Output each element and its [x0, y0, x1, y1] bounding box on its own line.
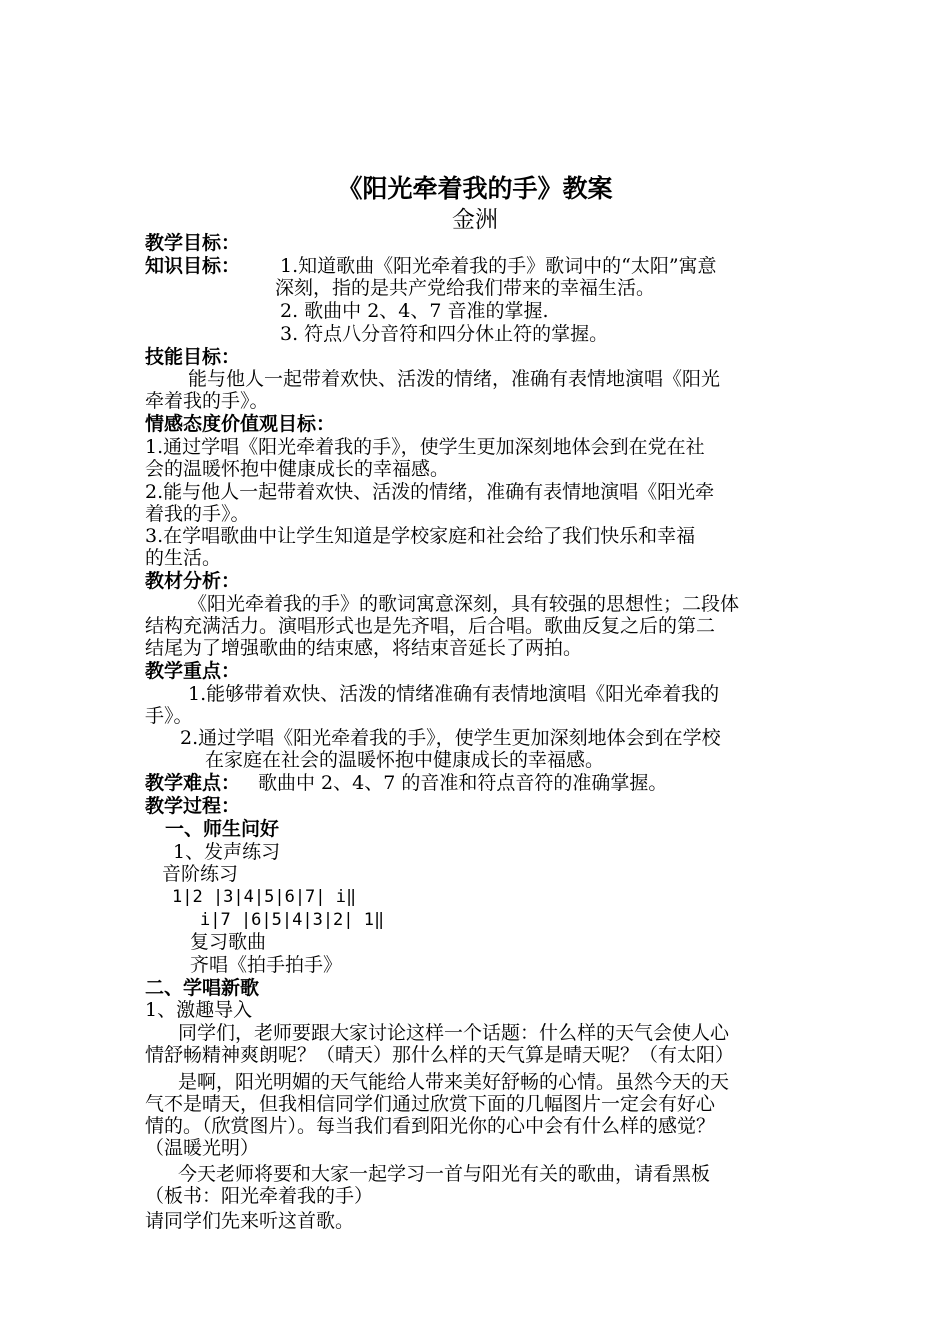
emotion-item-1: 1.通过学唱《阳光牵着我的手》，使学生更加深刻地体会到在党在社: [145, 436, 705, 458]
focus-item-2: 2.通过学唱《阳光牵着我的手》，使学生更加深刻地体会到在学校: [180, 727, 721, 749]
intro-paragraph-1-cont: 情舒畅精神爽朗呢？（晴天）那什么样的天气算是晴天呢？（有太阳）: [145, 1044, 735, 1066]
intro-paragraph-2-cont: 气不是晴天，但我相信同学们通过欣赏下面的几幅图片一定会有好心: [145, 1093, 716, 1115]
difficulty-label: 教学难点：: [145, 772, 241, 794]
scale-ascending: 1|2 |3|4|5|6|7| i‖: [172, 887, 357, 907]
emotion-item-3: 3.在学唱歌曲中让学生知道是学校家庭和社会给了我们快乐和幸福: [145, 525, 696, 547]
section-1-item: 1、发声练习: [173, 841, 281, 863]
process-label: 教学过程：: [145, 795, 241, 817]
focus-item-2-cont: 在家庭在社会的温暖怀抱中健康成长的幸福感。: [205, 749, 605, 771]
emotion-item-2-cont: 着我的手》。: [145, 503, 250, 525]
document-title: 《阳光牵着我的手》教案: [337, 174, 613, 203]
intro-paragraph-3-cont: （板书：阳光牵着我的手）: [145, 1185, 374, 1207]
intro-paragraph-3: 今天老师将要和大家一起学习一首与阳光有关的歌曲，请看黑板: [178, 1163, 711, 1185]
review-song: 复习歌曲: [190, 931, 267, 953]
intro-paragraph-2: 是啊，阳光明媚的天气能给人带来美好舒畅的心情。虽然今天的天: [178, 1071, 730, 1093]
knowledge-item-1: 1.知道歌曲《阳光牵着我的手》歌词中的“太阳”寓意: [280, 255, 717, 277]
knowledge-item-1-cont: 深刻，指的是共产党给我们带来的幸福生活。: [275, 277, 656, 299]
knowledge-item-2: 2. 歌曲中 2、4、7 音准的掌握.: [280, 300, 549, 322]
knowledge-item-3: 3. 符点八分音符和四分休止符的掌握。: [280, 323, 609, 345]
skill-text: 能与他人一起带着欢快、活泼的情绪，准确有表情地演唱《阳光: [188, 368, 721, 390]
intro-paragraph-2-cont3: （温暖光明）: [145, 1137, 260, 1159]
knowledge-label: 知识目标：: [145, 255, 241, 277]
analysis-text-3: 结尾为了增强歌曲的结束感，将结束音延长了两拍。: [145, 637, 583, 659]
skill-label: 技能目标：: [145, 346, 241, 368]
section-1-heading: 一、师生问好: [165, 818, 280, 840]
scale-label: 音阶练习: [162, 863, 239, 885]
emotion-item-1-cont: 会的温暖怀抱中健康成长的幸福感。: [145, 458, 450, 480]
skill-text-cont: 牵着我的手》。: [145, 390, 269, 412]
intro-paragraph-4: 请同学们先来听这首歌。: [145, 1210, 355, 1232]
objectives-heading: 教学目标：: [145, 232, 241, 254]
scale-descending: i|7 |6|5|4|3|2| 1‖: [200, 910, 385, 930]
intro-paragraph-1: 同学们，老师要跟大家讨论这样一个话题：什么样的天气会使人心: [178, 1022, 730, 1044]
focus-item-1-cont: 手》。: [145, 705, 193, 727]
section-2-item: 1、激趣导入: [145, 999, 253, 1021]
sing-song: 齐唱《拍手拍手》: [190, 954, 343, 976]
analysis-text: 《阳光牵着我的手》的歌词寓意深刻，具有较强的思想性；二段体: [188, 593, 740, 615]
emotion-item-3-cont: 的生活。: [145, 547, 222, 569]
section-2-heading: 二、学唱新歌: [145, 977, 260, 999]
focus-label: 教学重点：: [145, 660, 241, 682]
emotion-item-2: 2.能与他人一起带着欢快、活泼的情绪，准确有表情地演唱《阳光牵: [145, 481, 715, 503]
focus-item-1: 1.能够带着欢快、活泼的情绪准确有表情地演唱《阳光牵着我的: [188, 683, 720, 705]
analysis-text-2: 结构充满活力。演唱形式也是先齐唱，后合唱。歌曲反复之后的第二: [145, 615, 716, 637]
emotion-label: 情感态度价值观目标：: [145, 413, 336, 435]
intro-paragraph-2-cont2: 情的。（欣赏图片）。每当我们看到阳光你的心中会有什么样的感觉？: [145, 1115, 716, 1137]
difficulty-text: 歌曲中 2、4、7 的音准和符点音符的准确掌握。: [258, 772, 668, 794]
analysis-label: 教材分析：: [145, 570, 241, 592]
author-name: 金洲: [452, 207, 498, 233]
